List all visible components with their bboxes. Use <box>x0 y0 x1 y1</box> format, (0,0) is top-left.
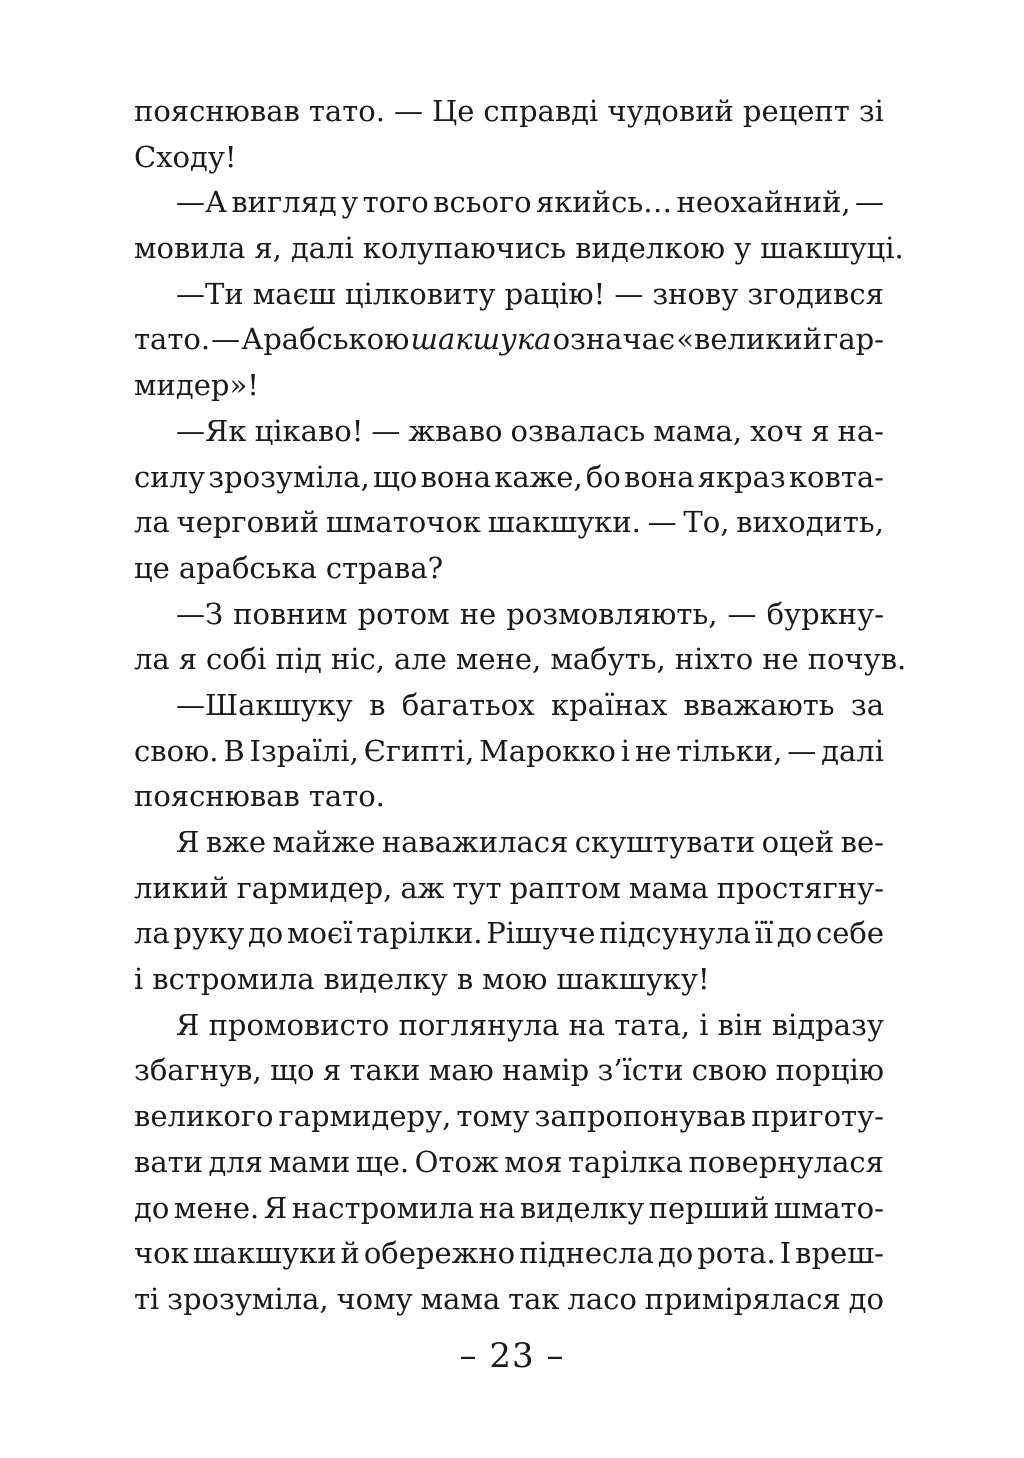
text-line <box>134 226 904 272</box>
word: простягну- <box>716 870 884 905</box>
word: це <box>134 550 170 585</box>
word: свою <box>691 1053 768 1088</box>
word: виделку <box>323 962 448 997</box>
word: тільки, <box>676 733 783 768</box>
word: —А <box>176 185 227 220</box>
word: пояснював <box>134 94 300 128</box>
word: жваво <box>408 413 503 448</box>
word: і <box>134 962 144 997</box>
word: скуштувати <box>574 825 756 859</box>
text-line <box>134 363 884 409</box>
word: шакшуки <box>192 1236 337 1271</box>
word: цілковиту <box>344 276 496 311</box>
text-line <box>134 455 884 501</box>
text-line <box>134 637 907 683</box>
word-part: приміряла <box>644 1281 807 1316</box>
word: — <box>211 322 241 357</box>
word: у <box>734 231 752 266</box>
word: промовисто <box>208 1007 390 1042</box>
word: піднесла <box>519 1236 654 1271</box>
word: Рішуче <box>486 916 596 951</box>
word <box>645 1277 841 1323</box>
word: буркну- <box>766 596 884 631</box>
word: до <box>134 1190 170 1225</box>
word: до <box>247 916 284 951</box>
word: до <box>657 1236 694 1271</box>
word: «великий <box>676 322 823 357</box>
word: підсунула <box>599 916 751 951</box>
word: для <box>208 1144 264 1179</box>
word: — <box>787 733 817 768</box>
word: у <box>341 185 359 220</box>
word: руку <box>173 916 245 951</box>
word: каже, <box>494 459 583 494</box>
word: так <box>508 1281 560 1316</box>
word: в <box>456 962 474 997</box>
word: гармидеру, <box>278 1099 452 1134</box>
word: знову <box>652 276 739 311</box>
word: намір <box>502 1053 590 1088</box>
word: повернулася <box>688 1144 884 1179</box>
word: цікаво! <box>254 413 364 448</box>
word: мама <box>420 1281 501 1316</box>
word: зі <box>858 94 884 128</box>
word: ликий <box>134 870 229 905</box>
text-line <box>134 546 884 592</box>
word: раптом <box>509 870 621 905</box>
text-line <box>134 820 884 866</box>
word: страва? <box>325 550 444 585</box>
word: ніхто <box>674 642 754 677</box>
word: тому <box>456 1099 530 1134</box>
word: ласо <box>567 1281 637 1316</box>
text-line <box>134 592 884 638</box>
word: Марокко <box>479 733 616 768</box>
word: чудовий <box>607 94 734 128</box>
word: великого <box>134 1099 274 1134</box>
word: тато. <box>308 779 385 814</box>
text-line <box>134 1186 884 1232</box>
word: порцію <box>775 1053 884 1088</box>
word: виделкою <box>575 231 726 266</box>
word: — <box>614 276 644 311</box>
word: не <box>762 642 799 677</box>
word: мабуть, <box>550 642 666 677</box>
word: мама, <box>653 413 743 448</box>
word: розмовляють, <box>506 596 718 631</box>
word: мою <box>482 962 548 997</box>
word: —Ти <box>176 276 244 311</box>
word: рота. <box>697 1236 776 1271</box>
word: вона <box>420 459 491 494</box>
word: настромила <box>291 1190 475 1225</box>
word: пояснював <box>134 779 300 814</box>
word: Сходу! <box>134 139 237 174</box>
word: ла <box>134 916 170 951</box>
word: ла <box>134 505 170 540</box>
word: арабська <box>178 550 317 585</box>
word: —Як <box>176 413 247 448</box>
word: всього <box>433 185 532 220</box>
word: черговий <box>176 505 320 540</box>
word: вона <box>624 459 695 494</box>
word: я <box>322 1053 342 1088</box>
word: вати <box>134 1144 203 1179</box>
word: того <box>362 185 429 220</box>
word: силу <box>134 459 206 494</box>
text-line <box>134 180 884 226</box>
text-line <box>134 866 884 912</box>
word: чок <box>134 1236 189 1271</box>
text-line <box>134 1277 884 1323</box>
word: —З <box>176 596 224 631</box>
word: мене, <box>455 642 542 677</box>
word: не <box>634 733 672 768</box>
word: на- <box>837 413 884 448</box>
text-line <box>134 774 884 820</box>
word: — <box>393 94 423 128</box>
word: бо <box>585 459 621 494</box>
text-line <box>134 1231 884 1277</box>
word: і <box>620 733 631 768</box>
word: встромила <box>152 962 315 997</box>
word: вважають <box>683 687 835 722</box>
word: Єгипті, <box>363 733 475 768</box>
text-line <box>134 957 884 1003</box>
text-line <box>134 729 884 775</box>
word: вреш- <box>795 1236 884 1271</box>
word: озвалась <box>510 413 646 448</box>
word: шакшуки. <box>487 505 641 540</box>
word: відразу <box>771 1007 884 1042</box>
word: ті <box>134 1281 160 1316</box>
word: В <box>223 733 245 768</box>
word: І <box>779 1236 792 1271</box>
text-line <box>134 1048 884 1094</box>
word: її <box>754 916 774 951</box>
word: що <box>372 459 418 494</box>
word: вигляд <box>231 185 337 220</box>
word: себе <box>815 916 884 951</box>
page-number: – 23 – <box>459 1336 565 1376</box>
word: тут <box>452 870 502 905</box>
word: вже <box>205 825 266 859</box>
word: зрозуміла, <box>208 459 370 494</box>
word: тарілки. <box>356 916 483 951</box>
word: таки <box>349 1053 421 1088</box>
word: Я <box>263 1190 288 1225</box>
body-text <box>134 89 907 1323</box>
word: мами <box>268 1144 351 1179</box>
word: оцей <box>761 825 835 859</box>
word: шмато- <box>773 1190 884 1225</box>
word: аж <box>400 870 445 905</box>
text-line <box>134 911 884 957</box>
text-line <box>134 1140 884 1186</box>
word: я <box>811 413 830 448</box>
word: далі <box>290 231 354 266</box>
word: гармидер, <box>236 870 393 905</box>
word: я, <box>254 231 282 266</box>
word: наважилася <box>381 825 569 859</box>
word: — <box>647 505 677 540</box>
word: почув. <box>807 642 907 677</box>
word: рецепт <box>742 94 850 128</box>
word: він <box>717 1007 763 1042</box>
word: ніс, <box>330 642 385 677</box>
word: з’їсти <box>597 1053 684 1088</box>
word: до <box>776 916 813 951</box>
word: рацію! <box>504 276 606 311</box>
word: колупаючись <box>362 231 567 266</box>
word: до <box>848 1281 884 1316</box>
word: свою. <box>134 733 219 768</box>
word: собі <box>206 642 267 677</box>
word-part: ся <box>806 1281 841 1316</box>
word: майже <box>272 825 376 859</box>
word: моя <box>504 1144 563 1179</box>
word: Це <box>431 94 475 128</box>
word: хоч <box>750 413 804 448</box>
word: ла <box>134 642 170 677</box>
word: якраз <box>697 459 786 494</box>
word: перший <box>648 1190 770 1225</box>
word: тато. <box>308 94 385 128</box>
word: шакшука <box>410 322 552 357</box>
word: тата, <box>614 1007 691 1042</box>
text-line <box>134 317 884 363</box>
word: під <box>275 642 322 677</box>
word: країнах <box>550 687 668 722</box>
word: — <box>855 185 884 220</box>
word: на <box>478 1190 516 1225</box>
word: далі <box>821 733 884 768</box>
word: гар- <box>823 322 884 357</box>
text-line <box>134 683 884 729</box>
word: означає <box>552 322 676 357</box>
text-line <box>134 1094 884 1140</box>
text-line <box>134 135 884 181</box>
word: я <box>178 642 198 677</box>
text-line <box>134 89 884 135</box>
word: мовила <box>134 231 246 266</box>
word: якийсь… <box>536 185 673 220</box>
word: збагнув, <box>134 1053 262 1088</box>
word: То, <box>683 505 730 540</box>
word: за <box>850 687 884 722</box>
word: Я <box>176 1007 200 1042</box>
word: Арабською <box>241 322 410 357</box>
word: мене. <box>173 1190 260 1225</box>
word: чому <box>336 1281 413 1316</box>
word: маєш <box>252 276 336 311</box>
word: виделку <box>519 1190 645 1225</box>
text-line <box>134 1003 884 1049</box>
word: маю <box>428 1053 494 1088</box>
word: мама <box>628 870 709 905</box>
word: шакшуці. <box>760 231 904 266</box>
word: — <box>727 596 757 631</box>
word: мидер»! <box>134 368 259 403</box>
word: шакшуку! <box>556 962 710 997</box>
word: Отож <box>414 1144 499 1179</box>
word: і <box>699 1007 709 1042</box>
word: Ізраїлі, <box>249 733 359 768</box>
word: що <box>270 1053 315 1088</box>
word: обережно <box>363 1236 516 1271</box>
word: шматочок <box>325 505 481 540</box>
word: неохайний, <box>676 185 851 220</box>
text-line <box>134 409 884 455</box>
word: не <box>459 596 497 631</box>
word: справді <box>483 94 599 128</box>
word: тарілка <box>567 1144 683 1179</box>
word: виходить, <box>736 505 884 540</box>
word: ротом <box>357 596 450 631</box>
word: в <box>369 687 386 722</box>
word: й <box>340 1236 360 1271</box>
word: ве- <box>840 825 884 859</box>
word: поглянула <box>398 1007 560 1042</box>
word: на <box>568 1007 606 1042</box>
word: зрозуміла, <box>167 1281 329 1316</box>
word: багатьох <box>401 687 535 722</box>
word: ще. <box>355 1144 410 1179</box>
word: Я <box>176 825 200 859</box>
word: моєї <box>286 916 353 951</box>
word: —Шакшуку <box>176 687 353 722</box>
word: повним <box>233 596 348 631</box>
word: але <box>394 642 447 677</box>
word: тато. <box>134 322 211 357</box>
text-line <box>134 272 884 318</box>
word: приготу- <box>751 1099 884 1134</box>
word: згодився <box>747 276 884 311</box>
word: — <box>371 413 401 448</box>
text-line <box>134 500 884 546</box>
word: ковта- <box>788 459 884 494</box>
word: запропонував <box>534 1099 747 1134</box>
